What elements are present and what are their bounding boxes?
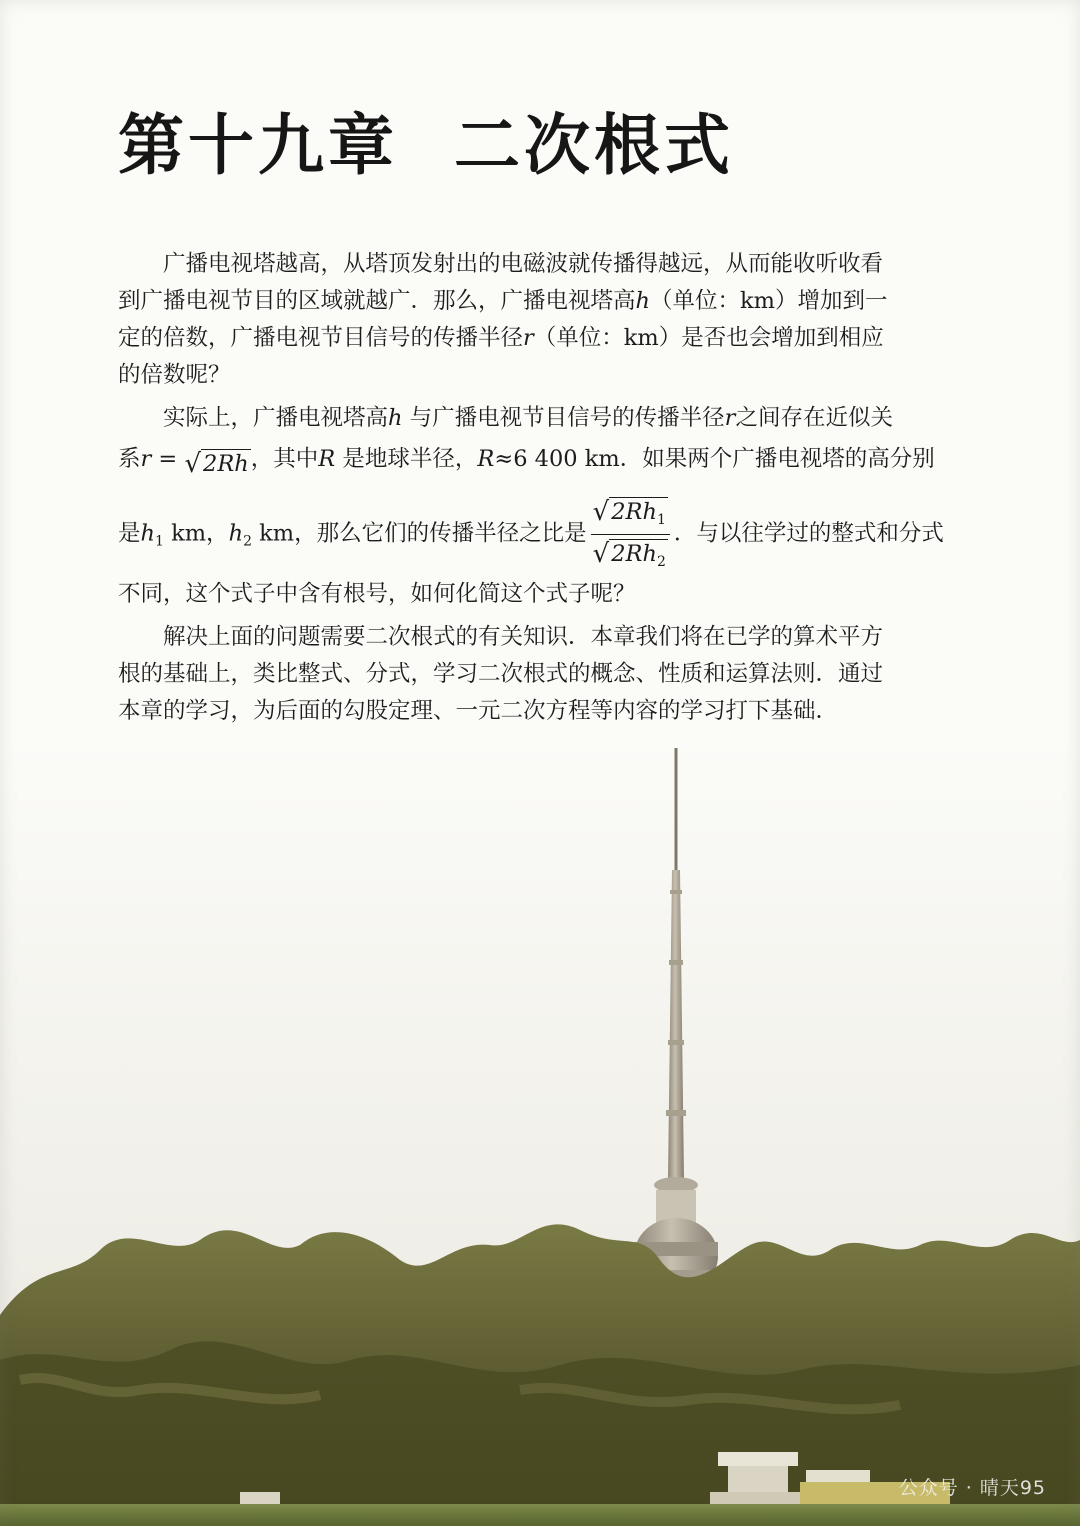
radius-ratio-fraction <box>591 493 670 576</box>
sqrt-denominator <box>593 539 668 576</box>
radicand <box>609 539 668 576</box>
chapter-heading <box>118 92 734 187</box>
p2-line-3b: ．与以往学过的整式和分式 <box>673 520 944 547</box>
paragraph-3 <box>118 619 984 730</box>
var-r: r <box>523 325 534 351</box>
p1-line-4: 的倍数呢？ <box>118 362 231 388</box>
watermark: 公众号 · 晴天95 <box>898 1477 1046 1499</box>
p2-line-4: 不同，这个式子中含有根号，如何化简这个式子呢？ <box>118 581 636 607</box>
sqrt-formula <box>184 449 250 479</box>
denominator-expr: 2Rh <box>611 541 657 567</box>
var-r: r <box>140 446 152 472</box>
p3-line-3: 本章的学习，为后面的勾股定理、一元二次方程等内容的学习打下基础． <box>118 698 839 724</box>
var-h: h <box>388 405 403 431</box>
p1-line-3-tail: （单位：km）是否也会增加到相应 <box>533 325 884 351</box>
radicand: 2Rh <box>203 451 249 477</box>
p2-line-3a: 是 <box>118 520 141 547</box>
tv-tower-photo <box>0 740 1080 1526</box>
p2-line-1b: 与广播电视节目信号的传播半径 <box>402 405 725 431</box>
p1-line-1: 广播电视塔越高，从塔顶发射出的电磁波就传播得越远，从而能收听收看 <box>163 251 884 277</box>
var-R: R <box>477 446 495 472</box>
paragraph-1 <box>118 246 984 394</box>
p2-line-1c: 之间存在近似关 <box>735 405 893 431</box>
radicand <box>609 497 668 534</box>
radical-sign: √ <box>184 449 202 479</box>
p2-line-1a: 实际上，广播电视塔高 <box>163 405 389 431</box>
chapter-number: 第十九章 <box>118 107 398 184</box>
p1-line-3 <box>118 320 984 357</box>
sub-2: 2 <box>243 533 252 550</box>
chapter-title: 二次根式 <box>454 107 734 184</box>
sqrt-numerator <box>593 497 668 534</box>
p1-line-2 <box>118 283 984 320</box>
p3-line-2: 根的基础上，类比整式、分式，学习二次根式的概念、性质和运算法则．通过 <box>118 661 884 687</box>
numerator-sub: 1 <box>656 512 666 528</box>
paragraph-2 <box>118 400 984 613</box>
numerator-expr: 2Rh <box>611 499 657 525</box>
equals-sign: = <box>151 446 185 472</box>
radical-sign: √ <box>592 497 610 527</box>
radical-sign: √ <box>592 539 610 569</box>
p1-line-2-tail: （单位：km）增加到一 <box>650 288 888 314</box>
p2-line-3 <box>118 493 984 576</box>
p2-line-1 <box>118 400 984 437</box>
p3-line-1: 解决上面的问题需要二次根式的有关知识．本章我们将在已学的算术平方 <box>163 624 884 650</box>
p2-line-2b: ，其中 <box>250 446 319 472</box>
p2-line-3-mid: km，那么它们的传播半径之比是 <box>251 520 587 547</box>
p2-line-2d: ≈6 400 km．如果两个广播电视塔的高分别 <box>494 446 935 472</box>
fraction-denominator <box>593 535 668 576</box>
var-h2: h <box>228 520 244 547</box>
p1-line-2-text: 到广播电视节目的区域就越广．那么，广播电视塔高 <box>118 288 636 314</box>
var-R: R <box>318 446 336 472</box>
lake-water <box>0 1504 1080 1526</box>
var-h: h <box>635 288 651 314</box>
denominator-sub: 2 <box>656 554 666 570</box>
p2-line-2c: 是地球半径， <box>335 446 478 472</box>
p2-line-2a: 系 <box>118 446 141 472</box>
sub-1: 1 <box>155 533 164 550</box>
var-h1: h <box>140 520 156 547</box>
p1-line-3-text: 定的倍数，广播电视节目信号的传播半径 <box>118 325 524 351</box>
unit-km: km， <box>163 520 229 547</box>
p2-line-2 <box>118 441 984 479</box>
var-r: r <box>724 405 736 431</box>
intro-text <box>118 246 984 736</box>
fraction-numerator <box>591 493 670 535</box>
